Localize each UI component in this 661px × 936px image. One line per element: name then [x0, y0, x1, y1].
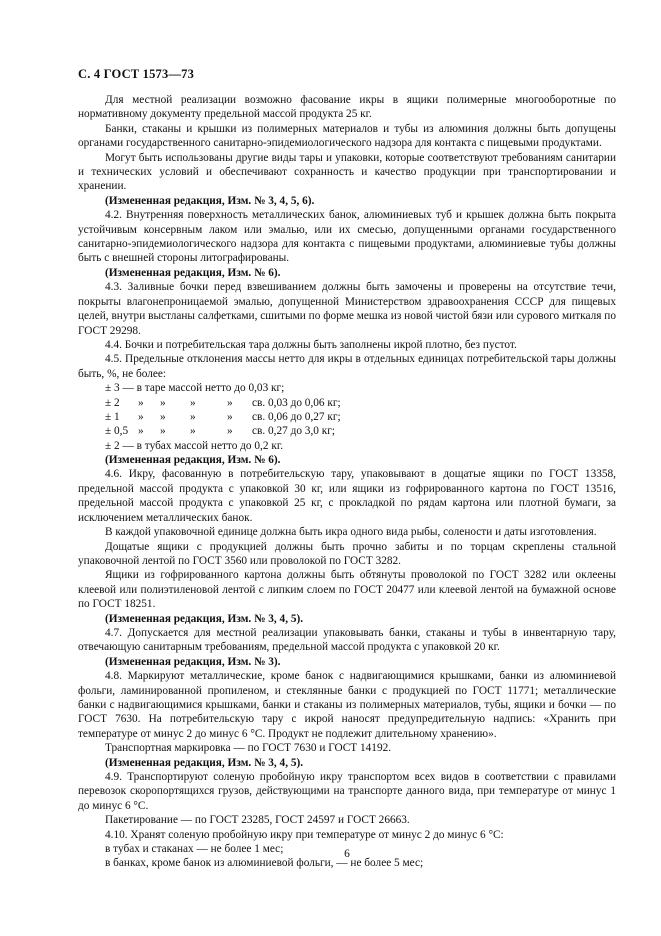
paragraph: Ящики из гофрированного картона должны быть обтянуты проволокой по ГОСТ 3282 или оклеены клеевой или полиэтиленовой лентой с липким слоем по ГОСТ 20477 или клеевой лентой на бумажной основе по ГОСТ 18251. — [78, 569, 616, 611]
list-item: в тубах и стаканах — не более 1 мес; — [105, 843, 284, 856]
amendment-note: (Измененная редакция, Изм. № 3, 4, 5). — [105, 756, 304, 769]
amendment-note: (Измененная редакция, Изм. № 6). — [105, 266, 281, 279]
tolerance-list — [78, 381, 616, 453]
clause-4-6: 4.6. Икру, фасованную в потребительскую тару, упаковывают в дощатые ящики по ГОСТ 13358, предельной массой продукта с упаковкой 30 кг, или ящики из гофрированного картона по ГОСТ 13516, предельной массой продукта с упаковкой 25 кг, с прокладкой по рядам картона или плотной бумаги, за исключением металлических банок. — [78, 468, 616, 524]
paragraph: Пакетирование — по ГОСТ 23285, ГОСТ 24597 и ГОСТ 26663. — [105, 814, 410, 827]
paragraph: Дощатые ящики с продукцией должны быть прочно забиты и по торцам скреплены стальной упаковочной лентой по ГОСТ 3560 или проволокой по ГОСТ 3282. — [78, 540, 616, 567]
list-item: в банках, кроме банок из алюминиевой фольги, — не более 5 мес; — [105, 857, 424, 870]
clause-4-2: 4.2. Внутренняя поверхность металлических банок, алюминиевых туб и крышек должна быть покрыта устойчивым консервным лаком или эмалью, или их смесью, допущенными органами государственного санитарно-эпидемиологического надзора для контакта с пищевыми продуктами, алюминиевые тубы должны быть с внешней стороны литографированы. — [78, 209, 616, 265]
clause-4-5: 4.5. Предельные отклонения массы нетто для икры в отдельных единицах потребительской тары должны быть, %, не более: — [78, 353, 616, 380]
amendment-note: (Измененная редакция, Изм. № 3, 4, 5). — [105, 612, 304, 625]
amendment-note: (Измененная редакция, Изм. № 3). — [105, 655, 281, 668]
clause-4-4: 4.4. Бочки и потребительская тара должны быть заполнены икрой плотно, без пустот. — [105, 338, 517, 351]
page-number: 6 — [344, 848, 350, 860]
document-body — [78, 93, 616, 871]
tolerance-row: ± 2 » » » » св. 0,03 до 0,06 кг; — [105, 396, 341, 409]
tolerance-row: ± 0,5 » » » » св. 0,27 до 3,0 кг; — [105, 425, 336, 438]
paragraph: Могут быть использованы другие виды тары и упаковки, которые соответствуют требованиям санитарии и технических условий и обеспечивают сохранность и качество продукции при транспортировании и хранении. — [78, 151, 616, 193]
paragraph: Транспортная маркировка — по ГОСТ 7630 и ГОСТ 14192. — [105, 742, 392, 755]
tolerance-row: ± 1 » » » » св. 0,06 до 0,27 кг; — [105, 410, 341, 423]
amendment-note: (Измененная редакция, Изм. № 3, 4, 5, 6). — [105, 194, 315, 207]
paragraph: Банки, стаканы и крышки из полимерных материалов и тубы из алюминия должны быть допущены органами государственного санитарно-эпидемиологического надзора для контакта с пищевыми продуктами. — [78, 122, 616, 150]
clause-4-9: 4.9. Транспортируют соленую пробойную икру транспортом всех видов в соответствии с правилами перевозок скоропортящихся грузов, действующими на транспорте данного вида, при температуре от минус 1 до минус 6 °С. — [78, 771, 616, 812]
page-header: С. 4 ГОСТ 1573—73 — [78, 67, 195, 81]
clause-4-7: 4.7. Допускается для местной реализации упаковывать банки, стаканы и тубы в инвентарную тару, отвечающую санитарным требованиям, предельной массой продукта с упаковкой 20 кг. — [78, 626, 616, 654]
tolerance-row: ± 3 — в таре массой нетто до 0,03 кг; — [105, 382, 285, 395]
clause-4-8: 4.8. Маркируют металлические, кроме банок с надвигающимися крышками, банки из алюминиевой фольги, ламинированной пропиленом, и стеклянные банки с продукцией по ГОСТ 11771; металлические банки с надвигающимися крышками, банки и стаканы из полимерных материалов, тубы, ящики и бочки — по ГОСТ 7630. На потребительскую тару с икрой наносят предупредительную надпись: «Хранить при температуре от минус 2 до минус 6 °С. Продукт не подлежит длительному хранению». — [78, 670, 616, 740]
clause-4-10: 4.10. Хранят соленую пробойную икру при температуре от минус 2 до минус 6 °С: — [105, 828, 504, 841]
paragraph: Для местной реализации возможно фасование икры в ящики полимерные многооборотные по нормативному документу предельной массой продукта 25 кг. — [78, 94, 616, 121]
tolerance-row: ± 2 — в тубах массой нетто до 0,2 кг. — [105, 439, 284, 452]
paragraph: В каждой упаковочной единице должна быть икра одного вида рыбы, солености и даты изготовления. — [105, 526, 597, 539]
amendment-note: (Измененная редакция, Изм. № 6). — [105, 454, 281, 467]
clause-4-3: 4.3. Заливные бочки перед взвешиванием должны быть замочены и проверены на отсутствие течи, покрыты влагонепроницаемой эмалью, допущенной Министерством здравоохранения СССР для пищевых целей, внутри выстланы салфетками, сшитыми по форме мешка из новой чистой бязи или сурового миткаля по ГОСТ 29298. — [78, 281, 616, 337]
